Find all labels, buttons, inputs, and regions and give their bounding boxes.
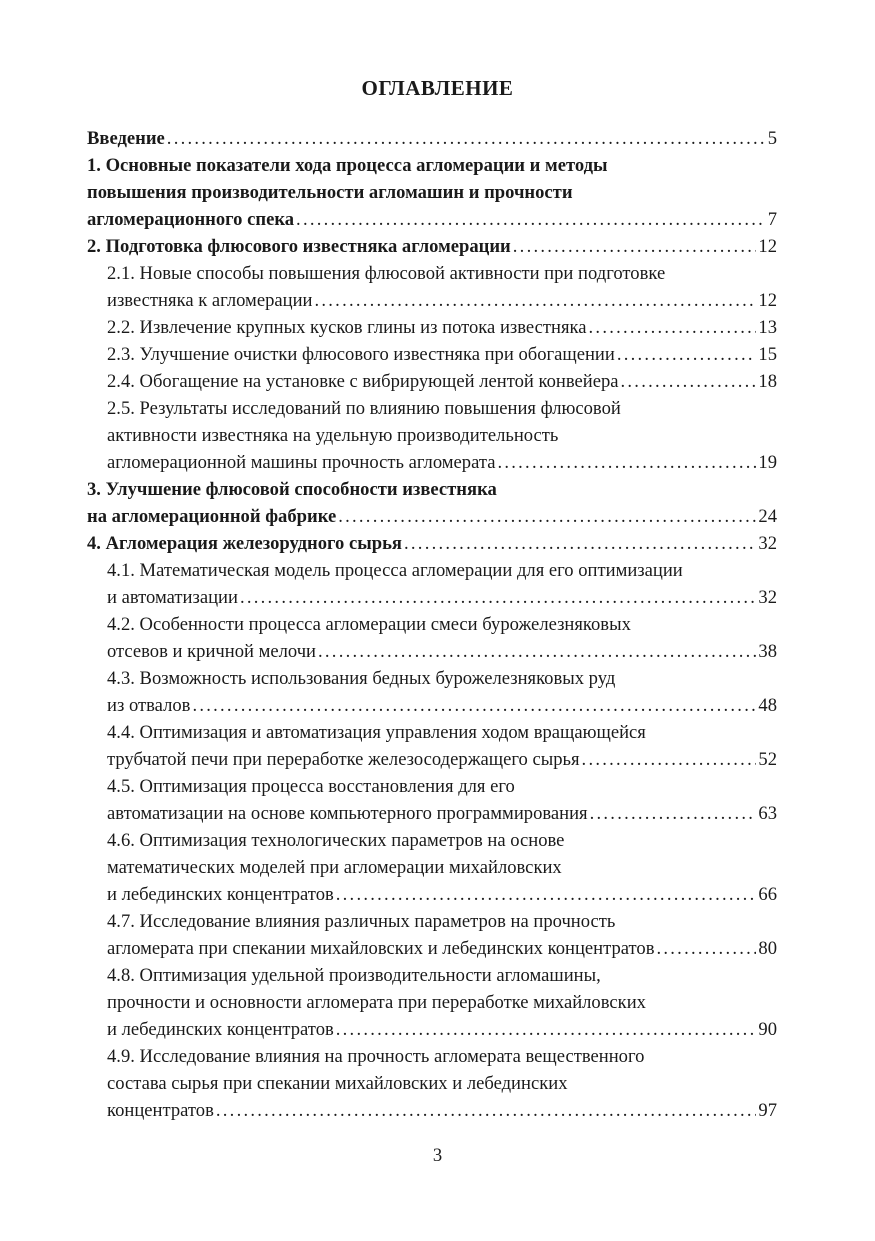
toc-entry-title: математических моделей при агломерации михайловских bbox=[107, 857, 562, 878]
toc-page-number: 80 bbox=[758, 938, 777, 959]
toc-leader-dots bbox=[240, 584, 756, 611]
toc-page-number: 12 bbox=[758, 236, 777, 257]
toc-leader-dots bbox=[617, 341, 757, 368]
toc-leader-dots bbox=[513, 233, 757, 260]
toc-entry-title: 2. Подготовка флюсового известняка агломерации bbox=[87, 236, 511, 257]
toc-page-number: 15 bbox=[758, 344, 777, 365]
toc-page-number: 18 bbox=[758, 371, 777, 392]
toc-entry-line bbox=[87, 881, 777, 908]
toc-entry-title: отсевов и кричной мелочи bbox=[107, 641, 317, 662]
toc-entry-line bbox=[87, 1070, 777, 1097]
toc-entry-title: 2.5. Результаты исследований по влиянию повышения флюсовой bbox=[107, 398, 621, 419]
toc-entry-title: агломерационной машины прочность агломерата bbox=[107, 452, 496, 473]
toc-leader-dots bbox=[589, 314, 757, 341]
toc-leader-dots bbox=[582, 746, 757, 773]
toc-entry-line bbox=[87, 584, 777, 611]
toc-page-number: 66 bbox=[758, 884, 777, 905]
toc-leader-dots bbox=[296, 206, 766, 233]
toc-page-number: 90 bbox=[758, 1019, 777, 1040]
toc-entry-title: Введение bbox=[87, 128, 165, 149]
toc-entry-line bbox=[87, 314, 777, 341]
toc-entry-line bbox=[87, 503, 777, 530]
toc-entry-title: 2.1. Новые способы повышения флюсовой активности при подготовке bbox=[107, 263, 666, 284]
toc-entry-title: 4.3. Возможность использования бедных бурожелезняковых руд bbox=[107, 668, 616, 689]
table-of-contents bbox=[87, 125, 777, 1124]
toc-page-number: 32 bbox=[758, 533, 777, 554]
toc-leader-dots bbox=[167, 125, 766, 152]
toc-entry-line bbox=[87, 476, 777, 503]
toc-entry-title: концентратов bbox=[107, 1100, 214, 1121]
toc-page-number: 7 bbox=[767, 209, 777, 230]
toc-entry-line bbox=[87, 854, 777, 881]
toc-entry-title: 2.4. Обогащение на установке с вибрирующей лентой конвейера bbox=[107, 371, 619, 392]
toc-page-number: 19 bbox=[758, 452, 777, 473]
toc-entry-line bbox=[87, 341, 777, 368]
toc-entry-line bbox=[87, 260, 777, 287]
toc-page-number: 12 bbox=[758, 290, 777, 311]
toc-page-number: 24 bbox=[758, 506, 777, 527]
toc-entry-title: 2.2. Извлечение крупных кусков глины из потока известняка bbox=[107, 317, 587, 338]
toc-leader-dots bbox=[656, 935, 756, 962]
toc-entry-title: агломерата при спекании михайловских и лебединских концентратов bbox=[107, 938, 655, 959]
page-number: 3 bbox=[432, 1145, 443, 1166]
toc-entry-title: из отвалов bbox=[107, 695, 191, 716]
toc-entry-line bbox=[87, 800, 777, 827]
toc-leader-dots bbox=[338, 503, 756, 530]
toc-entry-title: 3. Улучшение флюсовой способности известняка bbox=[87, 479, 497, 500]
toc-entry-title: повышения производительности агломашин и прочности bbox=[87, 182, 573, 203]
toc-entry-title: автоматизации на основе компьютерного программирования bbox=[107, 803, 588, 824]
toc-entry-title: 4.6. Оптимизация технологических параметров на основе bbox=[107, 830, 565, 851]
toc-entry-line bbox=[87, 746, 777, 773]
toc-entry-line bbox=[87, 773, 777, 800]
toc-entry-title: 4.7. Исследование влияния различных параметров на прочность bbox=[107, 911, 616, 932]
toc-leader-dots bbox=[497, 449, 756, 476]
toc-entry-title: прочности и основности агломерата при переработке михайловских bbox=[107, 992, 646, 1013]
toc-entry-title: 4.1. Математическая модель процесса агломерации для его оптимизации bbox=[107, 560, 683, 581]
toc-leader-dots bbox=[192, 692, 756, 719]
toc-entry-title: и автоматизации bbox=[107, 587, 238, 608]
toc-entry-line bbox=[87, 719, 777, 746]
toc-entry-line bbox=[87, 1043, 777, 1070]
toc-entry-line bbox=[87, 1016, 777, 1043]
toc-page-number: 38 bbox=[758, 641, 777, 662]
toc-page-number: 63 bbox=[758, 803, 777, 824]
toc-page-number: 48 bbox=[758, 695, 777, 716]
toc-leader-dots bbox=[314, 287, 756, 314]
toc-entry-title: 4.9. Исследование влияния на прочность агломерата вещественного bbox=[107, 1046, 645, 1067]
toc-page-number: 97 bbox=[758, 1100, 777, 1121]
toc-entry-line bbox=[87, 611, 777, 638]
toc-page-number: 52 bbox=[758, 749, 777, 770]
toc-leader-dots bbox=[336, 881, 757, 908]
toc-leader-dots bbox=[590, 800, 757, 827]
toc-entry-line bbox=[87, 557, 777, 584]
page-title: ОГЛАВЛЕНИЕ bbox=[361, 76, 514, 100]
toc-page-number: 5 bbox=[767, 128, 777, 149]
toc-entry-line bbox=[87, 1097, 777, 1124]
toc-entry-line bbox=[87, 638, 777, 665]
toc-entry-title: на агломерационной фабрике bbox=[87, 506, 337, 527]
toc-entry-line bbox=[87, 179, 777, 206]
toc-leader-dots bbox=[318, 638, 756, 665]
toc-leader-dots bbox=[404, 530, 756, 557]
toc-entry-line bbox=[87, 233, 777, 260]
toc-entry-title: 4.5. Оптимизация процесса восстановления для его bbox=[107, 776, 515, 797]
toc-entry-line bbox=[87, 125, 777, 152]
toc-entry-title: известняка к агломерации bbox=[107, 290, 313, 311]
toc-page-number: 13 bbox=[758, 317, 777, 338]
toc-entry-title: 4.2. Особенности процесса агломерации смеси бурожелезняковых bbox=[107, 614, 631, 635]
toc-entry-line bbox=[87, 368, 777, 395]
toc-entry-title: 4.4. Оптимизация и автоматизация управления ходом вращающейся bbox=[107, 722, 646, 743]
toc-entry-line bbox=[87, 152, 777, 179]
toc-leader-dots bbox=[216, 1097, 757, 1124]
toc-entry-title: состава сырья при спекании михайловских и лебединских bbox=[107, 1073, 568, 1094]
toc-entry-line bbox=[87, 908, 777, 935]
toc-entry-line bbox=[87, 962, 777, 989]
toc-entry-title: агломерационного спека bbox=[87, 209, 295, 230]
toc-entry-title: трубчатой печи при переработке железосодержащего сырья bbox=[107, 749, 580, 770]
toc-entry-line bbox=[87, 287, 777, 314]
toc-entry-title: и лебединских концентратов bbox=[107, 884, 334, 905]
toc-entry-title: активности известняка на удельную производительность bbox=[107, 425, 559, 446]
toc-entry-line bbox=[87, 935, 777, 962]
toc-entry-line bbox=[87, 422, 777, 449]
toc-entry-line bbox=[87, 530, 777, 557]
toc-entry-title: 4. Агломерация железорудного сырья bbox=[87, 533, 402, 554]
toc-page-number: 32 bbox=[758, 587, 777, 608]
toc-entry-line bbox=[87, 206, 777, 233]
toc-leader-dots bbox=[336, 1016, 757, 1043]
toc-entry-line bbox=[87, 395, 777, 422]
toc-leader-dots bbox=[621, 368, 757, 395]
toc-entry-line bbox=[87, 692, 777, 719]
toc-entry-title: и лебединских концентратов bbox=[107, 1019, 334, 1040]
toc-entry-line bbox=[87, 449, 777, 476]
toc-entry-line bbox=[87, 827, 777, 854]
toc-entry-title: 4.8. Оптимизация удельной производительности агломашины, bbox=[107, 965, 601, 986]
toc-entry-line bbox=[87, 665, 777, 692]
toc-entry-title: 2.3. Улучшение очистки флюсового известняка при обогащении bbox=[107, 344, 615, 365]
toc-entry-title: 1. Основные показатели хода процесса агломерации и методы bbox=[87, 155, 608, 176]
toc-entry-line bbox=[87, 989, 777, 1016]
